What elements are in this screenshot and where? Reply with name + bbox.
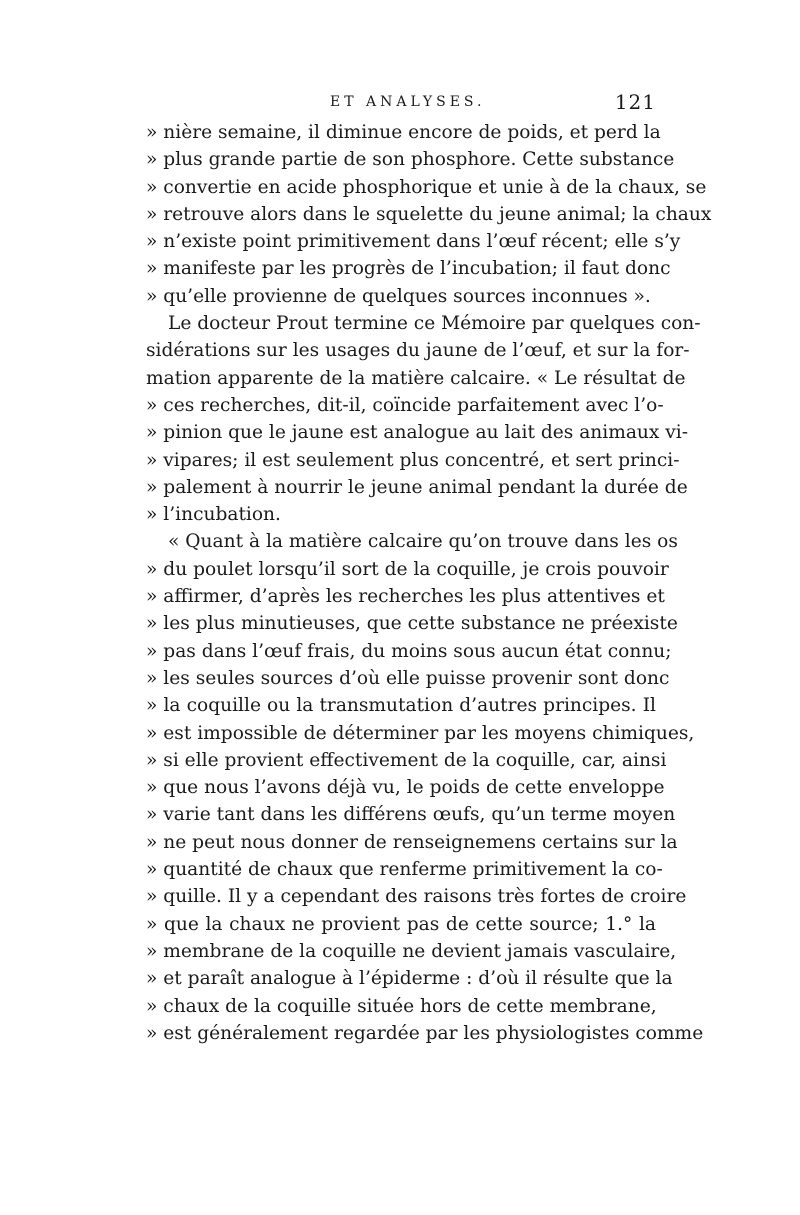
text-line: » plus grande partie de son phosphore. Cette substance: [146, 149, 675, 171]
text-line: sidérations sur les usages du jaune de l’œuf, et sur la for-: [146, 340, 690, 362]
text-line: » ces recherches, dit-il, coïncide parfaitement avec l’o-: [146, 394, 664, 416]
text-line: » retrouve alors dans le squelette du jeune animal; la chaux: [146, 203, 712, 225]
text-line: mation apparente de la matière calcaire. « Le résultat de: [146, 367, 686, 389]
text-line: » l’incubation.: [146, 504, 281, 526]
text-line: » que la chaux ne provient pas de cette source; 1.° la: [146, 913, 656, 935]
page-number: 121: [614, 90, 656, 114]
text-line: » que nous l’avons déjà vu, le poids de cette enveloppe: [146, 777, 665, 799]
paragraph-start-line: Le docteur Prout termine ce Mémoire par quelques con-: [168, 313, 701, 335]
text-line: » les plus minutieuses, que cette substance ne préexiste: [146, 613, 678, 635]
text-line: » si elle provient effectivement de la coquille, car, ainsi: [146, 749, 667, 771]
text-line: » quantité de chaux que renferme primitivement la co-: [146, 859, 663, 881]
text-line: » n’existe point primitivement dans l’œuf récent; elle s’y: [146, 231, 681, 253]
text-line: » membrane de la coquille ne devient jamais vasculaire,: [146, 940, 677, 962]
text-line: » pas dans l’œuf frais, du moins sous aucun état connu;: [146, 640, 672, 662]
text-line: » vipares; il est seulement plus concentré, et sert princi-: [146, 449, 680, 471]
text-line: » du poulet lorsqu’il sort de la coquille, je crois pouvoir: [146, 558, 669, 580]
running-head: [150, 90, 656, 118]
text-line: » manifeste par les progrès de l’incubation; il faut donc: [146, 258, 671, 280]
text-line: » chaux de la coquille située hors de cette membrane,: [146, 995, 657, 1017]
text-line: » nière semaine, il diminue encore de poids, et perd la: [146, 122, 661, 143]
text-line: » palement à nourrir le jeune animal pendant la durée de: [146, 476, 688, 498]
text-line: » les seules sources d’où elle puisse provenir sont donc: [146, 667, 670, 689]
text-line: » est généralement regardée par les physiologistes comme: [146, 1022, 704, 1044]
text-line: » est impossible de déterminer par les moyens chimiques,: [146, 722, 695, 744]
text-line: » et paraît analogue à l’épiderme : d’où il résulte que la: [146, 968, 673, 990]
text-line: » quille. Il y a cependant des raisons très fortes de croire: [146, 886, 687, 908]
text-line: » varie tant dans les différens œufs, qu’un terme moyen: [146, 804, 676, 826]
text-line: » qu’elle provienne de quelques sources inconnues ».: [146, 285, 651, 307]
text-line: » convertie en acide phosphorique et unie à de la chaux, se: [146, 176, 707, 198]
text-line: » affirmer, d’après les recherches les plus attentives et: [146, 586, 665, 608]
text-line: » ne peut nous donner de renseignemens certains sur la: [146, 831, 678, 853]
body-text: [146, 119, 712, 1047]
text-line: » la coquille ou la transmutation d’autres principes. Il: [146, 695, 656, 717]
paragraph-start-line: « Quant à la matière calcaire qu’on trouve dans les os: [168, 531, 678, 553]
running-title: ET ANALYSES.: [330, 94, 486, 110]
text-line: » pinion que le jaune est analogue au lait des animaux vi-: [146, 422, 689, 444]
